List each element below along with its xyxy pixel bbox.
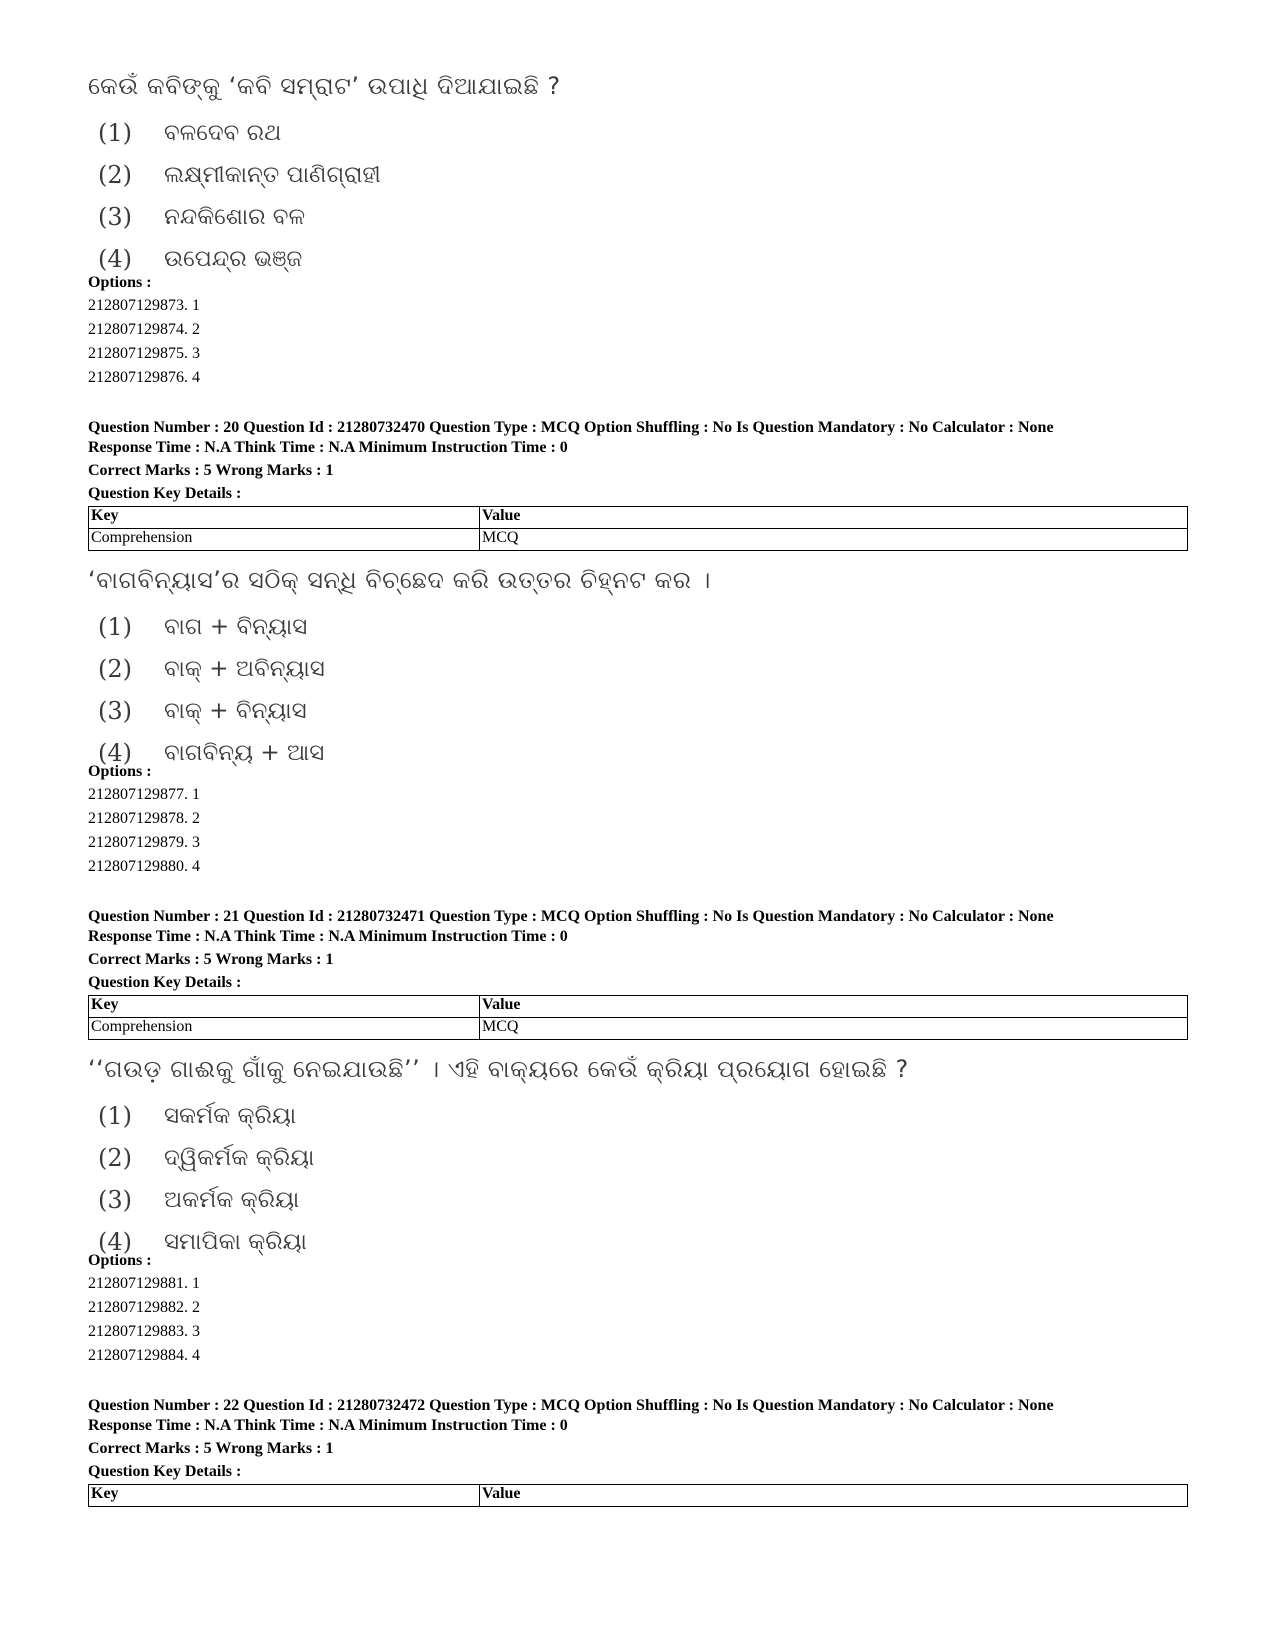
table-header-value: Value	[480, 507, 1188, 529]
option-id: 212807129881. 1	[88, 1275, 200, 1292]
key-details-label: Question Key Details :	[88, 485, 242, 502]
question-20-options	[88, 761, 1188, 879]
choice-text: ସକର୍ମକ କ୍ରିୟା	[164, 1103, 297, 1129]
choice-number: (1)	[98, 613, 132, 641]
choice-number: (4)	[98, 739, 132, 767]
choice-text: ଉପେନ୍ଦ୍ର ଭଞ୍ଜ	[164, 246, 303, 272]
choice-number: (4)	[98, 1228, 132, 1256]
options-label: Options :	[88, 1252, 152, 1269]
choice-number: (3)	[98, 697, 132, 725]
choice-item	[88, 196, 1188, 238]
choice-text: ଦ୍ୱିକର୍ମକ କ୍ରିୟା	[164, 1145, 315, 1171]
choice-item	[88, 154, 1188, 196]
table-cell-value: MCQ	[480, 529, 1188, 551]
question-meta: Question Number : 21 Question Id : 21280732471 Question Type : MCQ Option Shuffling : No Is Question Mandatory : No Calculator : None	[88, 908, 1054, 925]
choice-item	[88, 1179, 1188, 1221]
choice-text: ବାଗ + ବିନ୍ୟାସ	[164, 614, 308, 640]
question-22-header	[88, 1396, 1188, 1507]
question-21-text: ‘‘ଗଉଡ଼ ଗାଈକୁ ଗାଁକୁ ନେଇଯାଉଛି’’ । ଏହି ବାକ୍ୟରେ କେଉଁ କ୍ରିୟା ପ୍ରୟୋଗ ହୋଇଛି ?	[88, 1055, 909, 1083]
question-20-block	[88, 566, 1188, 774]
table-header-key: Key	[89, 996, 480, 1018]
choice-item	[88, 1095, 1188, 1137]
table-header-key: Key	[89, 507, 480, 529]
choice-number: (2)	[98, 1144, 132, 1172]
option-id: 212807129876. 4	[88, 369, 200, 386]
choice-number: (4)	[98, 245, 132, 273]
choice-text: ବଳଦେବ ରଥ	[164, 120, 282, 146]
choice-text: ଅକର୍ମକ କ୍ରିୟା	[164, 1187, 300, 1213]
key-details-table	[88, 1484, 1188, 1507]
choice-item	[88, 1137, 1188, 1179]
choice-number: (2)	[98, 161, 132, 189]
table-header-value: Value	[480, 996, 1188, 1018]
table-cell-key: Comprehension	[89, 1018, 480, 1040]
option-id: 212807129884. 4	[88, 1347, 200, 1364]
question-marks: Correct Marks : 5 Wrong Marks : 1	[88, 1440, 334, 1457]
choice-text: ସମାପିକା କ୍ରିୟା	[164, 1229, 307, 1255]
option-id: 212807129877. 1	[88, 786, 200, 803]
question-21-choices	[88, 1095, 1188, 1263]
option-id: 212807129874. 2	[88, 321, 200, 338]
option-id: 212807129880. 4	[88, 858, 200, 875]
choice-item	[88, 112, 1188, 154]
question-meta: Question Number : 20 Question Id : 21280732470 Question Type : MCQ Option Shuffling : No Is Question Mandatory : No Calculator : None	[88, 419, 1054, 436]
option-id: 212807129883. 3	[88, 1323, 200, 1340]
choice-text: ଲକ୍ଷ୍ମୀକାନ୍ତ ପାଣିଗ୍ରାହୀ	[164, 162, 381, 188]
choice-number: (3)	[98, 203, 132, 231]
key-details-label: Question Key Details :	[88, 1463, 242, 1480]
option-id: 212807129878. 2	[88, 810, 200, 827]
choice-number: (2)	[98, 655, 132, 683]
option-id: 212807129879. 3	[88, 834, 200, 851]
question-19-block	[88, 72, 1188, 280]
question-timing: Response Time : N.A Think Time : N.A Minimum Instruction Time : 0	[88, 1417, 568, 1434]
choice-text: ବାକ୍ + ବିନ୍ୟାସ	[164, 698, 307, 724]
question-timing: Response Time : N.A Think Time : N.A Minimum Instruction Time : 0	[88, 928, 568, 945]
question-marks: Correct Marks : 5 Wrong Marks : 1	[88, 462, 334, 479]
options-label: Options :	[88, 274, 152, 291]
table-cell-key: Comprehension	[89, 529, 480, 551]
table-header-value: Value	[480, 1485, 1188, 1507]
choice-text: ନନ୍ଦକିଶୋର ବଳ	[164, 204, 306, 230]
choice-item	[88, 690, 1188, 732]
key-details-table	[88, 995, 1188, 1040]
options-label: Options :	[88, 763, 152, 780]
choice-number: (3)	[98, 1186, 132, 1214]
option-id: 212807129882. 2	[88, 1299, 200, 1316]
choice-item	[88, 606, 1188, 648]
table-cell-value: MCQ	[480, 1018, 1188, 1040]
key-details-label: Question Key Details :	[88, 974, 242, 991]
choice-number: (1)	[98, 119, 132, 147]
question-timing: Response Time : N.A Think Time : N.A Minimum Instruction Time : 0	[88, 439, 568, 456]
question-20-header	[88, 418, 1188, 551]
option-id: 212807129875. 3	[88, 345, 200, 362]
question-20-text: ‘ବାଗବିନ୍ୟାସ’ର ସଠିକ୍ ସନ୍ଧି ବିଚ୍ଛେଦ କରି ଉତ୍ତର ଚିହ୍ନଟ କର ।	[88, 566, 711, 594]
key-details-table	[88, 506, 1188, 551]
question-21-options	[88, 1250, 1188, 1368]
choice-text: ବାଗବିନ୍ୟ + ଆସ	[164, 740, 325, 766]
choice-text: ବାକ୍ + ଅବିନ୍ୟାସ	[164, 656, 325, 682]
choice-number: (1)	[98, 1102, 132, 1130]
question-19-options	[88, 272, 1188, 390]
question-19-text: କେଉଁ କବିଙ୍କୁ ‘କବି ସମ୍ରାଟ’ ଉପାଧି ଦିଆଯାଇଛି ?	[88, 72, 561, 100]
question-21-block	[88, 1055, 1188, 1263]
question-21-header	[88, 907, 1188, 1040]
table-header-key: Key	[89, 1485, 480, 1507]
question-20-choices	[88, 606, 1188, 774]
choice-item	[88, 648, 1188, 690]
question-marks: Correct Marks : 5 Wrong Marks : 1	[88, 951, 334, 968]
question-19-choices	[88, 112, 1188, 280]
question-meta: Question Number : 22 Question Id : 21280732472 Question Type : MCQ Option Shuffling : No Is Question Mandatory : No Calculator : None	[88, 1397, 1054, 1414]
option-id: 212807129873. 1	[88, 297, 200, 314]
